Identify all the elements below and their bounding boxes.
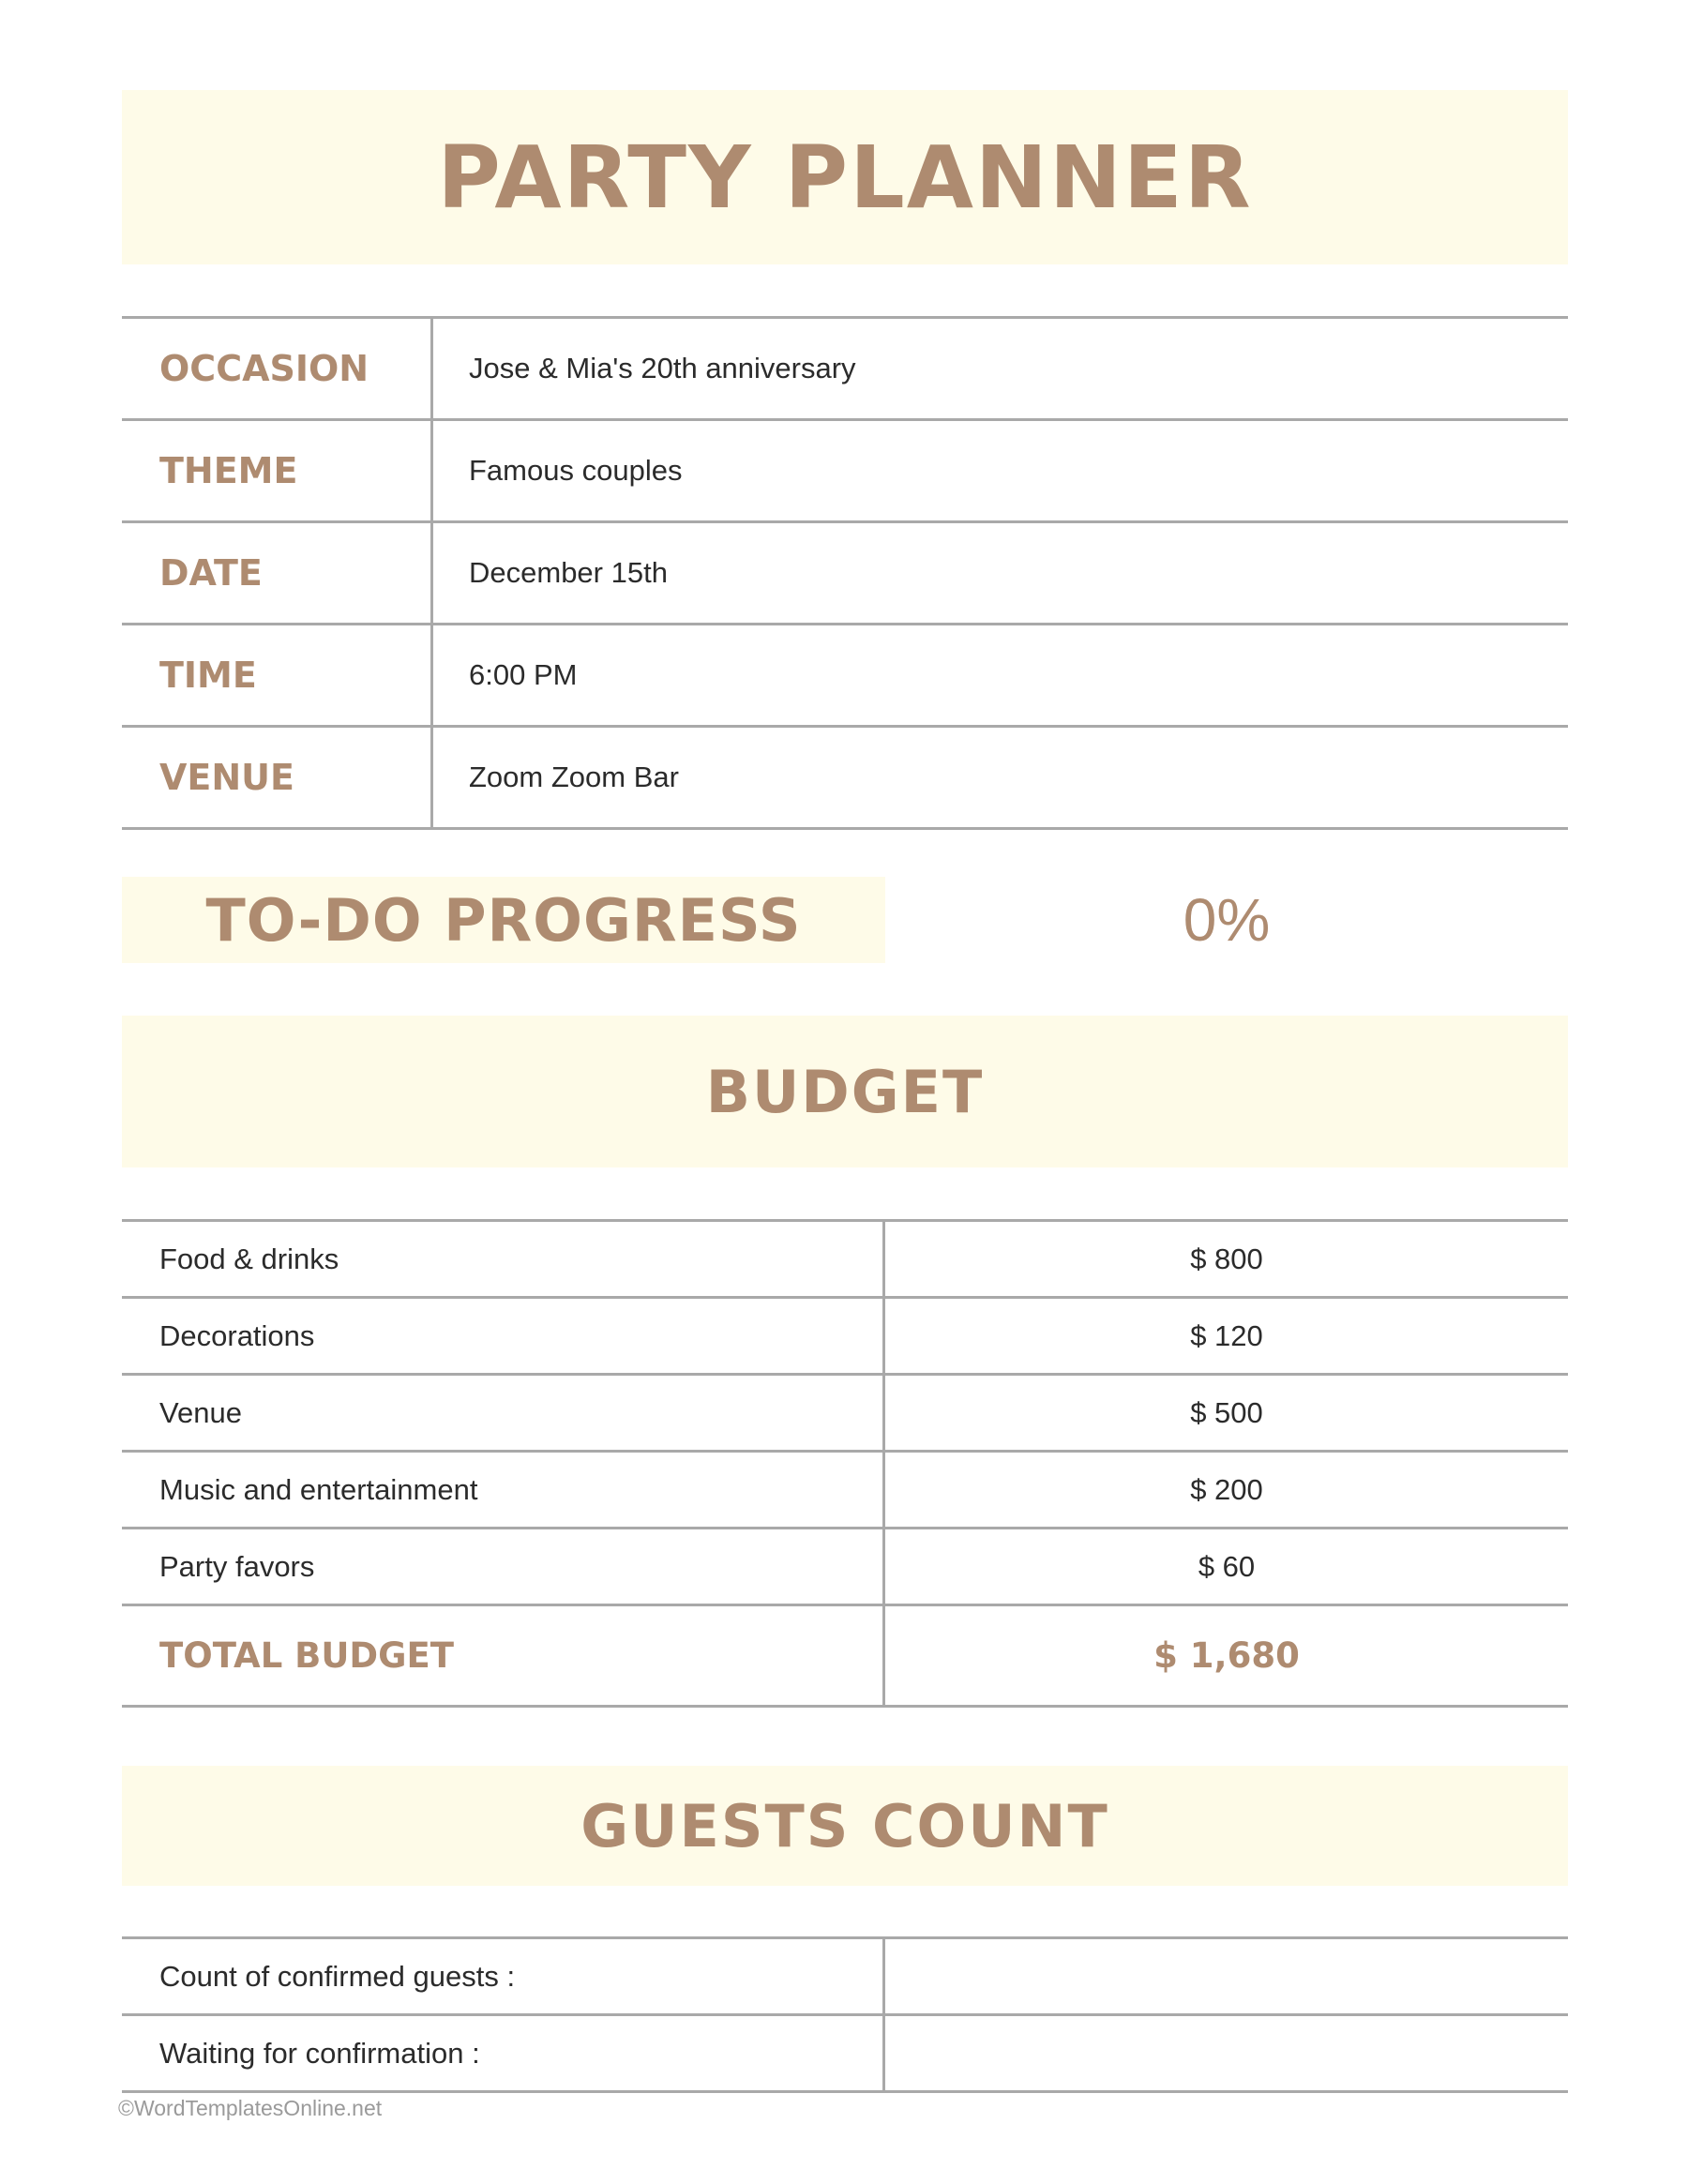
guests-count-table — [122, 1936, 1568, 2093]
budget-item-amount[interactable]: $ 800 — [1190, 1242, 1263, 1275]
guests-row-label: Count of confirmed guests : — [122, 1939, 885, 2013]
budget-item-label[interactable]: Venue — [122, 1376, 885, 1450]
budget-item-amount[interactable]: $ 200 — [1190, 1472, 1263, 1506]
detail-value[interactable]: Jose & Mia's 20th anniversary — [469, 352, 856, 384]
guests-row-value[interactable] — [885, 1939, 1568, 2013]
detail-label: DATE — [122, 523, 433, 623]
copyright-watermark: ©WordTemplatesOnline.net — [118, 2096, 383, 2120]
budget-total-label: TOTAL BUDGET — [122, 1606, 885, 1705]
budget-row — [122, 1299, 1568, 1376]
budget-heading: BUDGET — [705, 1057, 985, 1126]
detail-row-occasion — [122, 319, 1568, 421]
page-title: PARTY PLANNER — [437, 127, 1253, 228]
budget-item-label[interactable]: Decorations — [122, 1299, 885, 1373]
detail-label: TIME — [122, 625, 433, 725]
budget-item-amount[interactable]: $ 120 — [1190, 1318, 1263, 1352]
party-details-table — [122, 316, 1568, 830]
detail-value[interactable]: Zoom Zoom Bar — [469, 761, 679, 793]
budget-row — [122, 1376, 1568, 1453]
todo-progress-banner — [122, 877, 885, 963]
budget-item-amount[interactable]: $ 60 — [1198, 1549, 1256, 1583]
budget-item-amount[interactable]: $ 500 — [1190, 1395, 1263, 1429]
detail-row-date — [122, 523, 1568, 625]
detail-row-time — [122, 625, 1568, 728]
todo-progress-label: TO-DO PROGRESS — [205, 885, 802, 955]
budget-item-label[interactable]: Music and entertainment — [122, 1453, 885, 1527]
guests-count-heading: GUESTS COUNT — [580, 1791, 1109, 1860]
budget-row — [122, 1529, 1568, 1606]
title-banner — [122, 90, 1568, 264]
guests-row-confirmed — [122, 1939, 1568, 2016]
detail-label: THEME — [122, 421, 433, 520]
todo-progress-value: 0% — [1183, 886, 1271, 954]
detail-value[interactable]: December 15th — [469, 556, 668, 589]
budget-banner — [122, 1016, 1568, 1167]
detail-row-venue — [122, 728, 1568, 830]
detail-value[interactable]: Famous couples — [469, 454, 683, 487]
detail-label: OCCASION — [122, 319, 433, 418]
guests-row-label: Waiting for confirmation : — [122, 2016, 885, 2090]
guests-row-waiting — [122, 2016, 1568, 2093]
budget-table — [122, 1219, 1568, 1708]
detail-row-theme — [122, 421, 1568, 523]
detail-label: VENUE — [122, 728, 433, 827]
guests-count-banner — [122, 1766, 1568, 1886]
budget-row — [122, 1453, 1568, 1529]
guests-row-value[interactable] — [885, 2016, 1568, 2090]
budget-total-row — [122, 1606, 1568, 1708]
budget-row — [122, 1222, 1568, 1299]
detail-value[interactable]: 6:00 PM — [469, 658, 578, 691]
budget-item-label[interactable]: Party favors — [122, 1529, 885, 1604]
budget-item-label[interactable]: Food & drinks — [122, 1222, 885, 1296]
budget-total-amount: $ 1,680 — [1153, 1635, 1300, 1676]
